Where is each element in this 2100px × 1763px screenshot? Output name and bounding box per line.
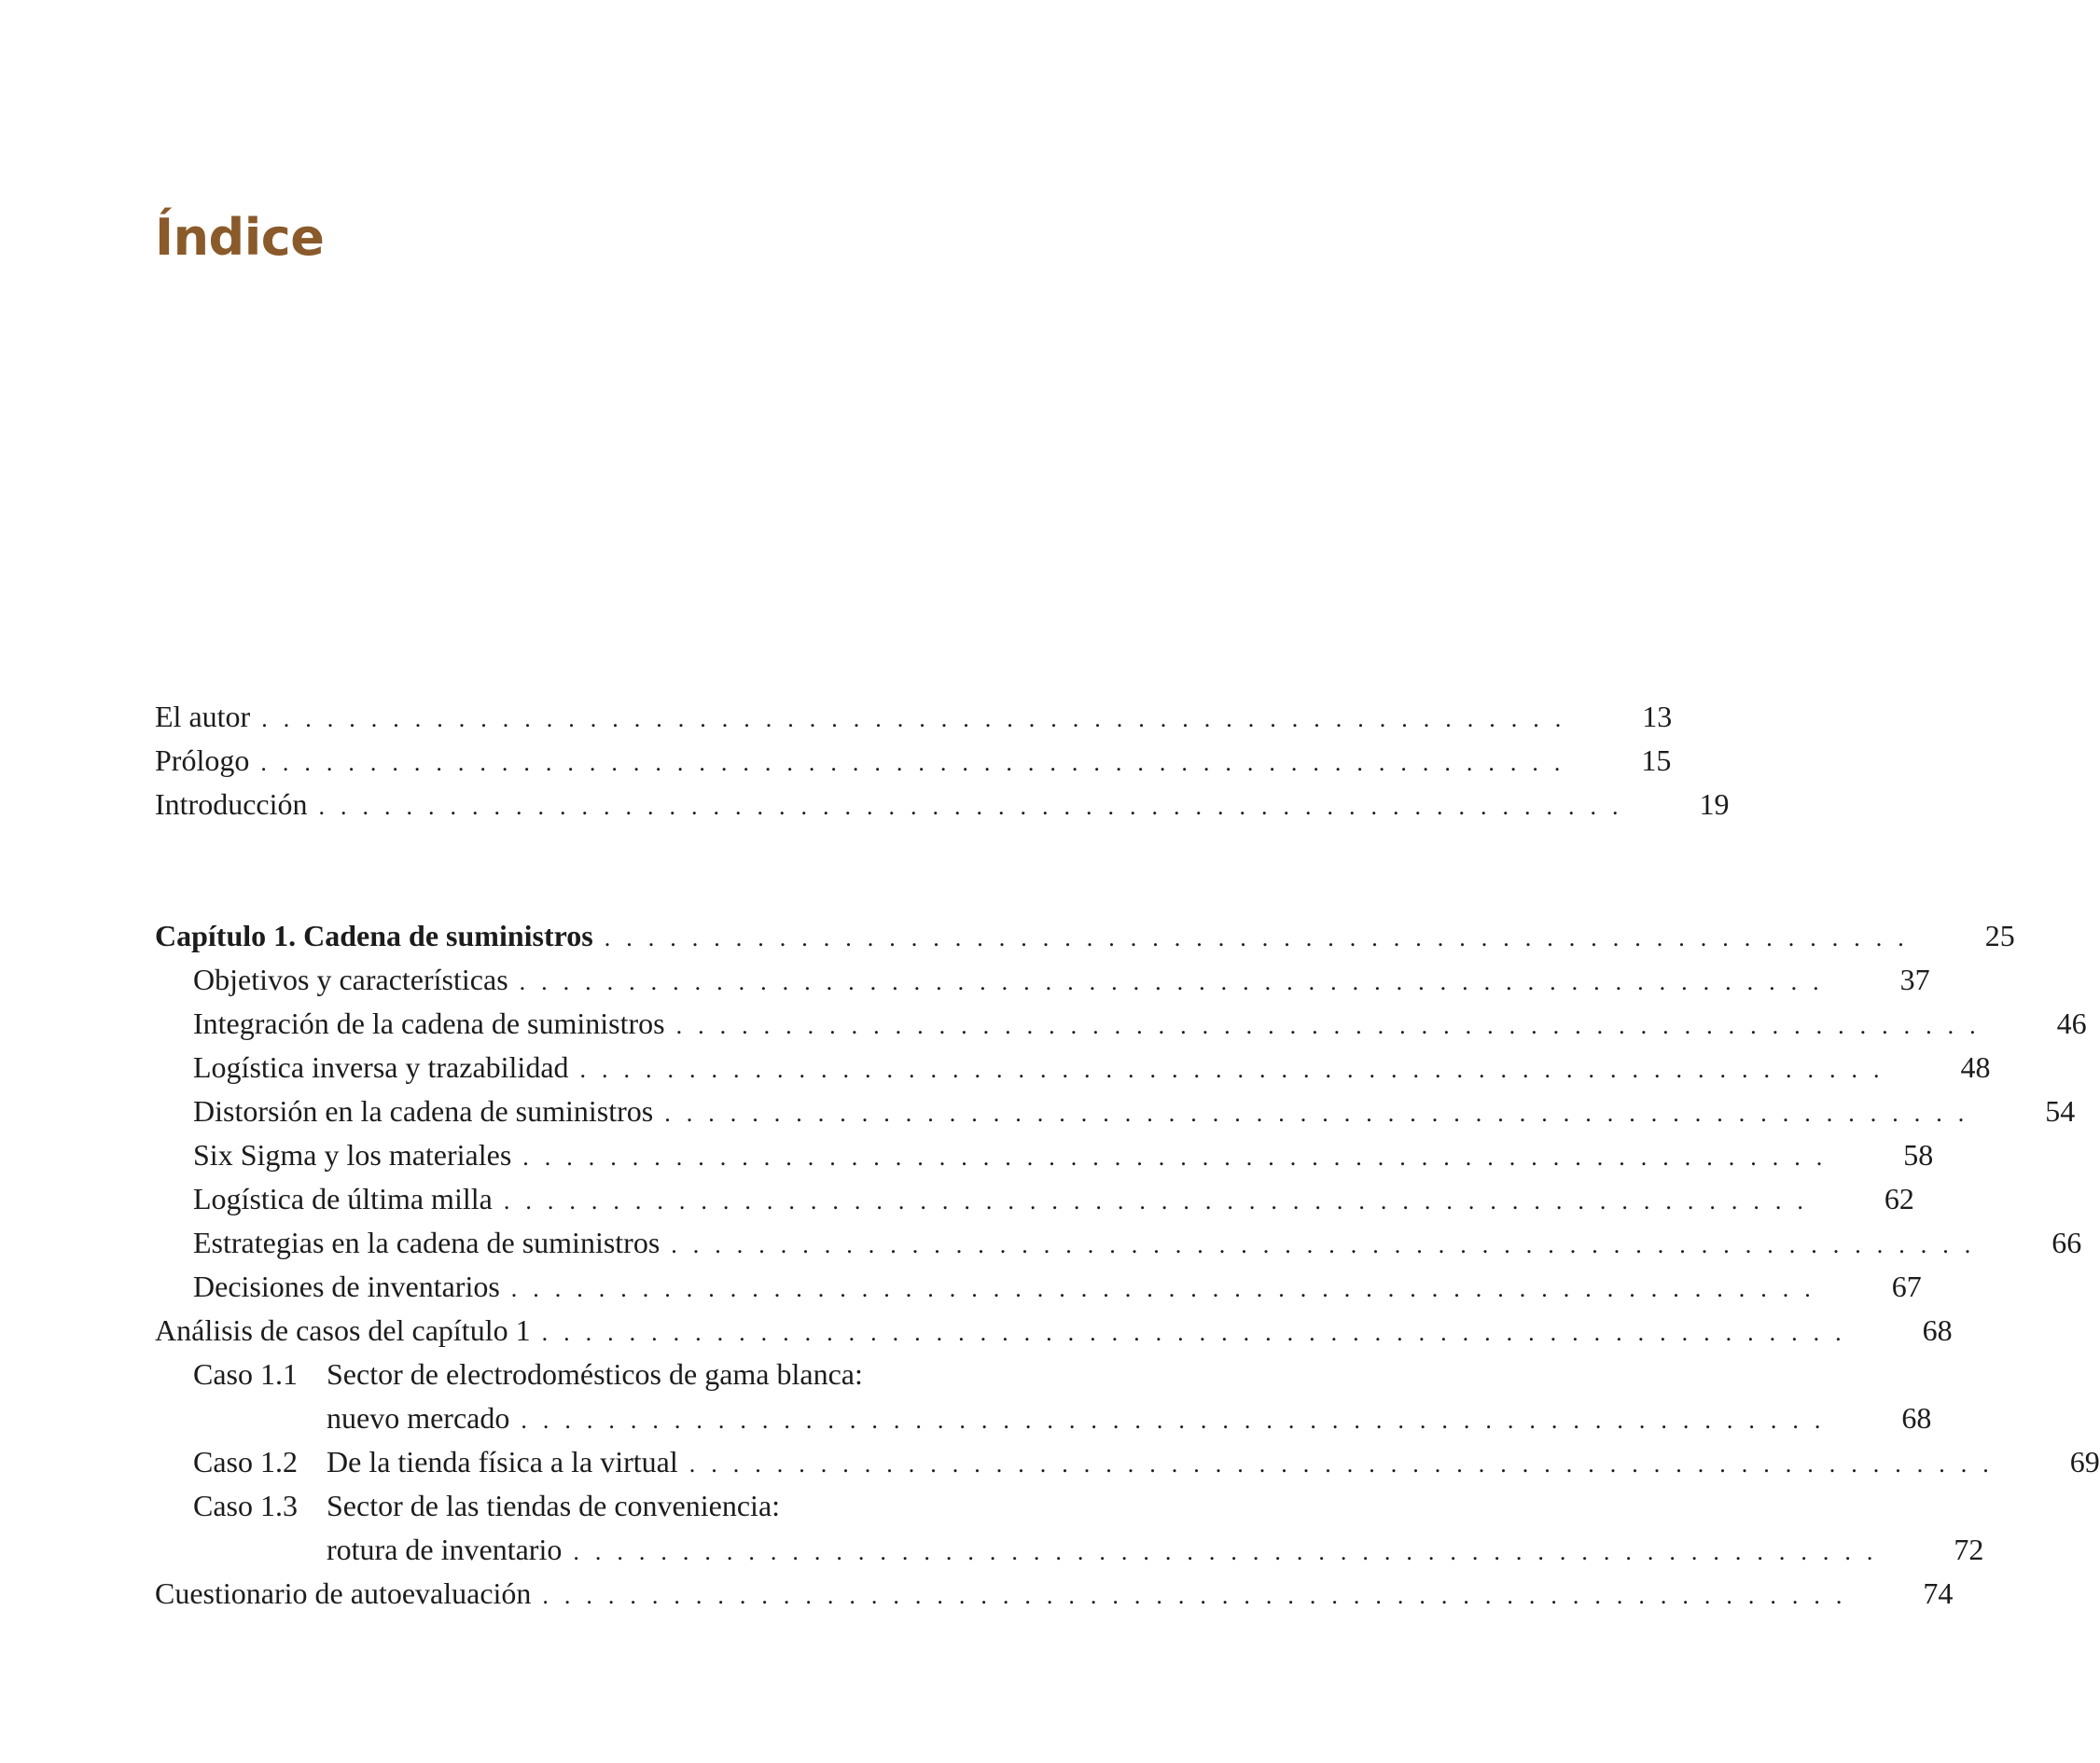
toc-page-number: 54 xyxy=(2045,1094,2076,1128)
toc-page-number: 68 xyxy=(1922,1313,1953,1347)
toc-entry-label: Distorsión en la cadena de suministros xyxy=(193,1094,654,1128)
dot-leader: ............................................................ xyxy=(541,1319,1857,1346)
toc-page-number: 66 xyxy=(2051,1226,2082,1259)
toc-section-entry[interactable] xyxy=(155,1221,2082,1265)
toc-page-number: 25 xyxy=(1984,919,2015,952)
toc-entry-label: Cuestionario de autoevaluación xyxy=(155,1576,532,1610)
dot-leader: ............................................................ xyxy=(675,1012,1992,1039)
chapter-heading-label: Capítulo 1. Cadena de suministros xyxy=(155,919,593,952)
dot-leader: ............................................................ xyxy=(664,1100,1981,1127)
toc-case-entry-line1[interactable] xyxy=(155,1484,1100,1528)
dot-leader: ............................................................ xyxy=(688,1451,2005,1478)
toc-entry-introduccion[interactable] xyxy=(155,783,1730,826)
toc-page-number: 67 xyxy=(1891,1270,1922,1303)
dot-leader: ............................................................ xyxy=(510,1275,1827,1302)
toc-page-number: 46 xyxy=(2056,1006,2087,1040)
toc-page-number: 72 xyxy=(1954,1533,1984,1566)
toc-cases-heading[interactable] xyxy=(155,1309,1953,1353)
dot-leader: ............................................................ xyxy=(519,968,1835,995)
toc-section-entry[interactable] xyxy=(155,1046,1991,1090)
toc-entry-label: Six Sigma y los materiales xyxy=(193,1138,512,1172)
front-matter-group xyxy=(155,695,1730,826)
toc-entry-prologo[interactable] xyxy=(155,739,1672,783)
case-title-continuation: rotura de inventario xyxy=(327,1533,563,1566)
page-title: Índice xyxy=(155,208,325,267)
toc-page-number: 74 xyxy=(1923,1576,1954,1610)
dot-leader: ............................................................ xyxy=(261,705,1578,732)
case-title: Sector de las tiendas de conveniencia: xyxy=(327,1489,781,1522)
dot-leader: ............................................................ xyxy=(671,1231,1987,1258)
dot-leader: ............................................................ xyxy=(503,1187,1819,1215)
table-of-contents xyxy=(155,695,2100,1616)
toc-entry-label: Logística de última milla xyxy=(193,1182,493,1215)
dot-leader: ............................................................ xyxy=(522,1144,1839,1171)
dot-leader: ............................................................ xyxy=(260,749,1577,776)
toc-entry-label: Decisiones de inventarios xyxy=(193,1270,500,1303)
dot-leader: ............................................................ xyxy=(604,924,1920,951)
toc-page-number: 58 xyxy=(1903,1138,1934,1172)
dot-leader: ............................................................ xyxy=(542,1582,1858,1609)
toc-entry-el-autor[interactable] xyxy=(155,695,1673,739)
case-number: Caso 1.3 xyxy=(193,1489,298,1522)
toc-case-entry-line2[interactable] xyxy=(155,1528,1984,1572)
dot-leader: ............................................................ xyxy=(521,1407,1837,1434)
toc-page-number: 69 xyxy=(2069,1445,2100,1478)
toc-page-number: 68 xyxy=(1901,1401,1932,1435)
toc-entry-label: Análisis de casos del capítulo 1 xyxy=(155,1313,531,1347)
toc-section-entry[interactable] xyxy=(155,1133,1934,1177)
toc-section-entry[interactable] xyxy=(155,1002,2087,1046)
chapter-1-group xyxy=(155,914,2100,1616)
toc-entry-label: El autor xyxy=(155,700,251,733)
case-title: De la tienda física a la virtual xyxy=(327,1445,678,1478)
dot-leader: ............................................................ xyxy=(579,1056,1896,1083)
toc-page-number: 48 xyxy=(1960,1050,1991,1084)
toc-page-number: 62 xyxy=(1884,1182,1914,1215)
toc-case-entry-line1[interactable] xyxy=(155,1353,1100,1396)
toc-case-entry[interactable] xyxy=(155,1440,2100,1484)
toc-page-number: 37 xyxy=(1899,963,1930,996)
toc-entry-label: Integración de la cadena de suministros xyxy=(193,1006,665,1040)
case-number: Caso 1.2 xyxy=(193,1445,298,1478)
toc-section-entry[interactable] xyxy=(155,1265,1922,1309)
toc-entry-label: Introducción xyxy=(155,787,308,821)
toc-section-entry[interactable] xyxy=(155,1090,2076,1133)
toc-entry-label: Objetivos y características xyxy=(193,963,508,996)
dot-leader: ............................................................ xyxy=(573,1538,1889,1565)
toc-section-entry[interactable] xyxy=(155,958,1930,1002)
toc-entry-label: Estrategias en la cadena de suministros xyxy=(193,1226,661,1259)
case-title: Sector de electrodomésticos de gama blanca: xyxy=(327,1357,863,1391)
dot-leader: ............................................................ xyxy=(318,793,1634,820)
toc-entry-label: Prólogo xyxy=(155,743,250,777)
toc-page-number: 19 xyxy=(1699,787,1730,821)
toc-page-number: 15 xyxy=(1641,743,1672,777)
toc-questionnaire-entry[interactable] xyxy=(155,1572,1954,1616)
toc-case-entry-line2[interactable] xyxy=(155,1396,1932,1440)
toc-page-number: 13 xyxy=(1642,700,1673,733)
case-number: Caso 1.1 xyxy=(193,1357,298,1391)
case-title-continuation: nuevo mercado xyxy=(327,1401,510,1435)
toc-entry-label: Logística inversa y trazabilidad xyxy=(193,1050,569,1084)
toc-chapter-1-heading[interactable] xyxy=(155,914,2015,958)
toc-section-entry[interactable] xyxy=(155,1177,1914,1221)
